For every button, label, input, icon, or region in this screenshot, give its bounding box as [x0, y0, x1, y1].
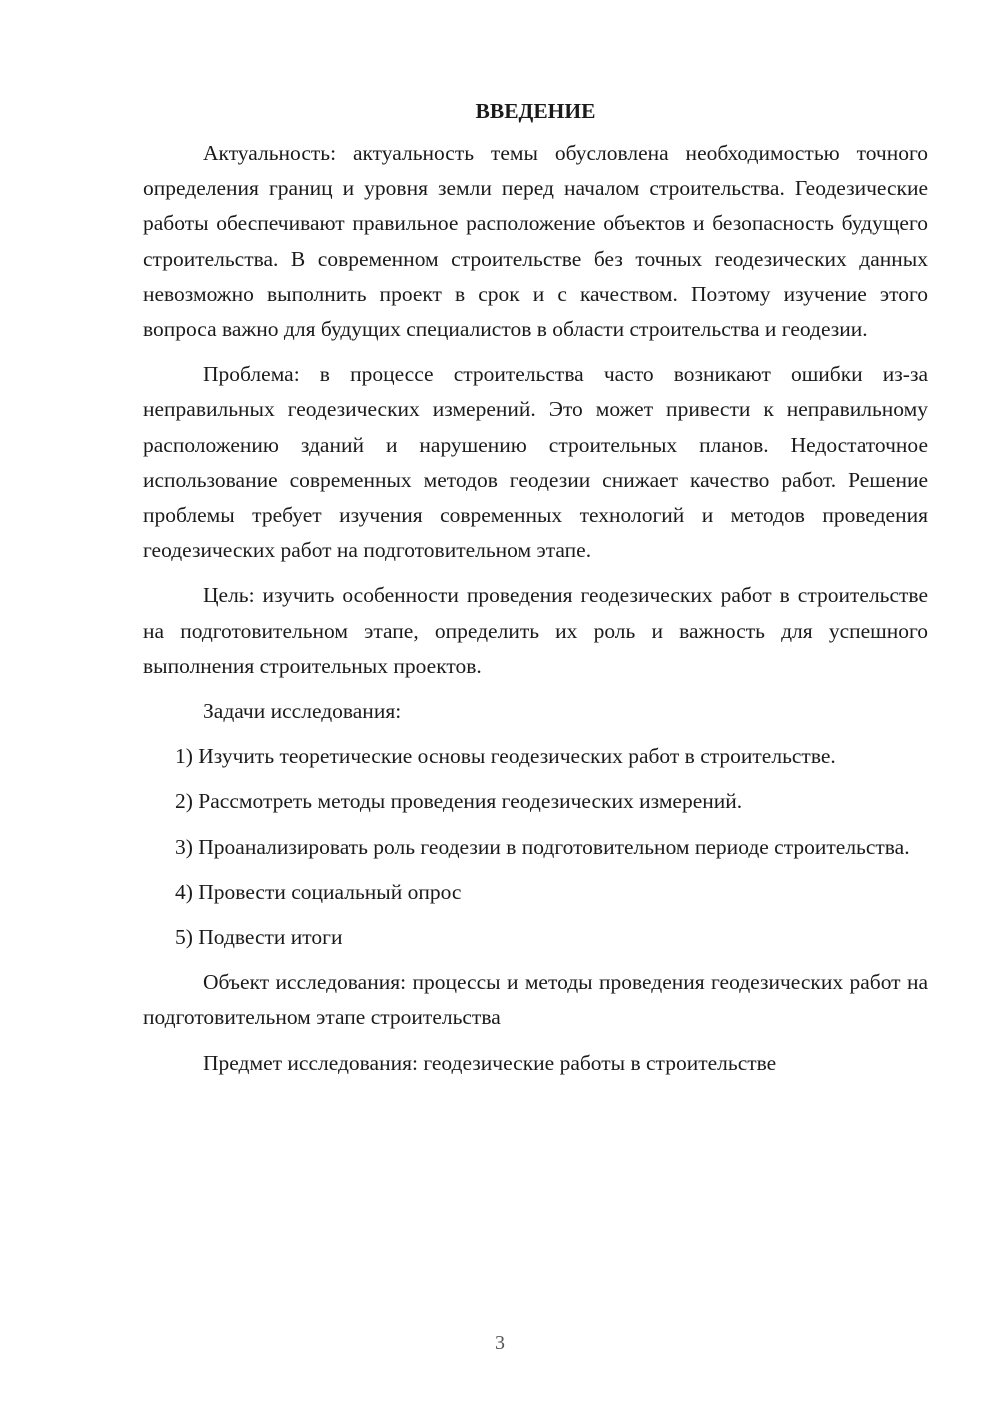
paragraph-problem: Проблема: в процессе строительства часто возникают ошибки из-за неправильных геодезических измерений. Это может привести к неправильному расположению зданий и нарушению строительных планов. Недостаточное использование современных методов геодезии снижает качество работ. Решение проблемы требует изучения современных технологий и методов проведения геодезических работ на подготовительном этапе.: [143, 362, 928, 563]
task-item-4: 4) Провести социальный опрос: [175, 879, 462, 904]
document-page: [143, 96, 928, 1091]
paragraph-relevance: Актуальность: актуальность темы обусловлена необходимостью точного определения границ и уровня земли перед началом строительства. Геодезические работы обеспечивают правильное расположение объектов и безопасность будущего строительства. В современном строительстве без точных геодезических данных невозможно выполнить проект в срок и с качеством. Поэтому изучение этого вопроса важно для будущих специалистов в области строительства и геодезии.: [143, 141, 928, 342]
task-item-3: 3) Проанализировать роль геодезии в подготовительном периоде строительства.: [175, 834, 910, 859]
page-number: 3: [495, 1332, 505, 1354]
paragraph-object: Объект исследования: процессы и методы проведения геодезических работ на подготовительном этапе строительства: [143, 970, 928, 1030]
task-item-5: 5) Подвести итоги: [175, 925, 343, 950]
task-item-2: 2) Рассмотреть методы проведения геодезических измерений.: [175, 789, 743, 814]
task-item-1: 1) Изучить теоретические основы геодезических работ в строительстве.: [175, 744, 836, 769]
paragraph-subject: Предмет исследования: геодезические работы в строительстве: [203, 1050, 777, 1075]
paragraph-goal: Цель: изучить особенности проведения геодезических работ в строительстве на подготовительном этапе, определить их роль и важность для успешного выполнения строительных проектов.: [143, 583, 928, 678]
page-title: ВВЕДЕНИЕ: [475, 99, 596, 123]
paragraph-tasks-heading: Задачи исследования:: [203, 699, 402, 724]
